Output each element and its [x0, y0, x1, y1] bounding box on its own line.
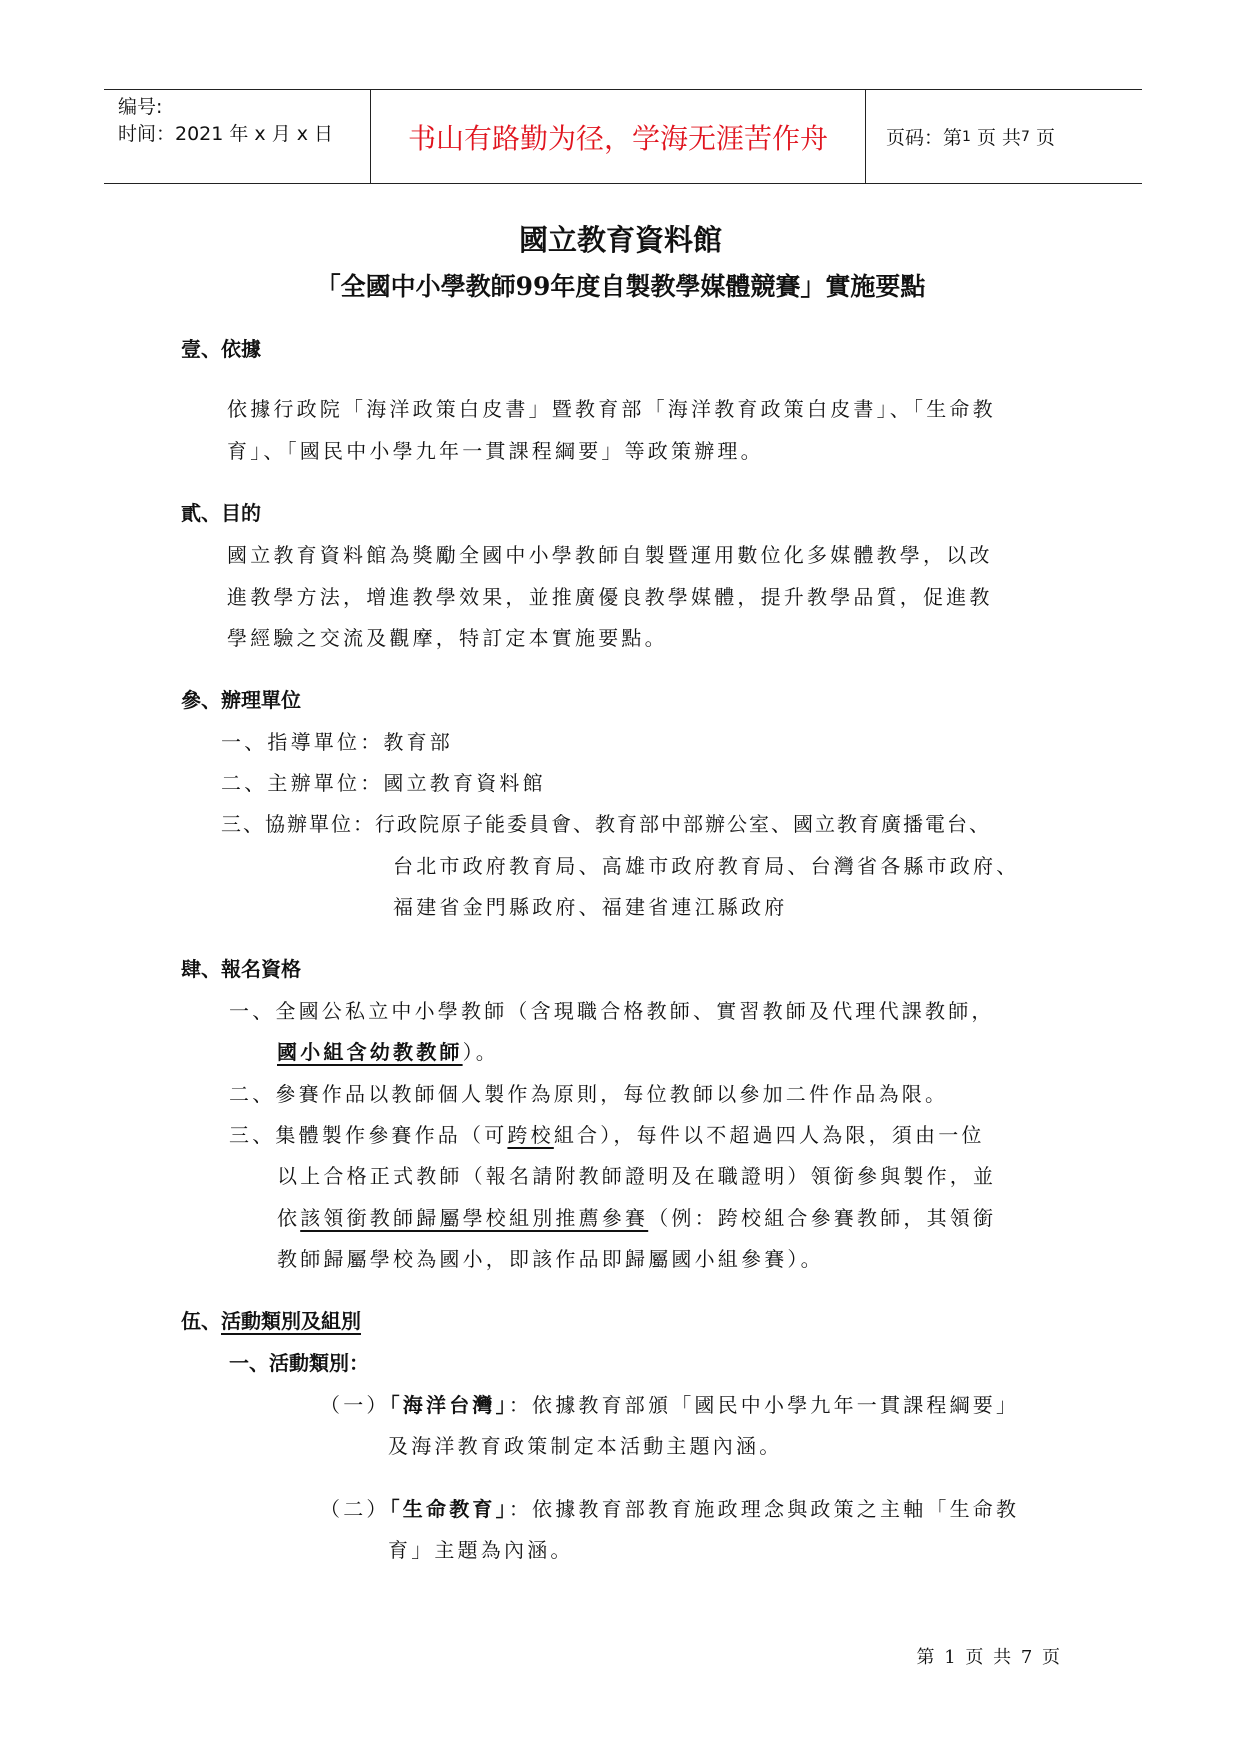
section-2-heading: 貳、目的	[181, 501, 261, 525]
cross-school-text: 跨校	[507, 1123, 554, 1147]
section-1-heading: 壹、依據	[181, 337, 261, 361]
time-label: 时间：2021 年 x 月 x 日	[118, 123, 334, 145]
footer-total: 7	[1020, 1647, 1035, 1668]
section-4-line-7: 教師歸屬學校為國小，即該作品即歸屬國小組參賽）。	[277, 1247, 824, 1271]
category-2-number: （二）	[320, 1497, 390, 1521]
page-mid: 页 共	[976, 127, 1022, 149]
footer-a: 第	[916, 1647, 945, 1668]
footer-page-number	[916, 1643, 1062, 1669]
section-2-line-3: 學經驗之交流及觀摩，特訂定本實施要點。	[227, 626, 668, 650]
category-1-number: （一）	[320, 1393, 390, 1417]
line-2-rest: ）。	[462, 1040, 500, 1064]
document-title: 國立教育資料館	[518, 223, 722, 257]
category-2-line-2: 育」主題為內涵。	[388, 1538, 574, 1562]
section-3-line-4: 台北市政府教育局、高雄市政府教育局、台灣省各縣市政府、	[393, 854, 1020, 878]
section-3-line-5: 福建省金門縣政府、福建省連江縣政府	[393, 895, 788, 919]
section-4-line-4	[229, 1119, 985, 1148]
category-1-title: 「海洋台灣」	[389, 1393, 509, 1417]
kindergarten-note: 國小組含幼教教師	[277, 1040, 463, 1064]
footer-b: 页 共	[957, 1647, 1021, 1668]
section-4-line-1: 一、全國公私立中小學教師（含現職合格教師、實習教師及代理代課教師，	[229, 999, 995, 1023]
lead-teacher-rule: 該領銜教師歸屬學校組別推薦參賽	[300, 1206, 649, 1230]
section-3-line-1: 一、指導單位：教育部	[221, 730, 453, 754]
section-3-line-2: 二、主辦單位：國立教育資料館	[221, 771, 546, 795]
category-2	[320, 1493, 1019, 1522]
header-page-indicator	[876, 90, 1152, 183]
section-2-line-2: 進教學方法，增進教學效果，並推廣優良教學媒體，提升教學品質，促進教	[227, 585, 993, 609]
section-4-line-3: 二、參賽作品以教師個人製作為原則，每位教師以參加二件作品為限。	[229, 1082, 949, 1106]
section-5-sub-heading: 一、活動類別：	[229, 1351, 369, 1375]
category-1	[320, 1389, 1019, 1418]
page-header	[104, 89, 1142, 184]
page-suffix: 页	[1036, 127, 1056, 149]
category-1-text: ：依據教育部頒「國民中小學九年一貫課程綱要」	[508, 1393, 1020, 1417]
section-4-heading: 肆、報名資格	[181, 957, 301, 981]
footer-page: 1	[944, 1647, 958, 1668]
footer-c: 页	[1034, 1647, 1062, 1668]
section-5-heading	[181, 1305, 361, 1334]
section-4-line-5: 以上合格正式教師（報名請附教師證明及在職證明）領銜參與製作，並	[277, 1164, 997, 1188]
page-prefix: 页码：第	[886, 127, 963, 149]
page-number: 1	[962, 128, 971, 145]
category-2-title: 「生命教育」	[389, 1497, 509, 1521]
category-1-line-2: 及海洋教育政策制定本活動主題內涵。	[388, 1434, 783, 1458]
line-4-a: 三、集體製作參賽作品（可	[229, 1123, 508, 1147]
document-subtitle: 「全國中小學教師99年度自製教學媒體競賽」實施要點	[315, 272, 926, 301]
section-4-line-6	[277, 1202, 996, 1231]
section-1-line-1: 依據行政院「海洋政策白皮書」暨教育部「海洋教育政策白皮書」、「生命教	[227, 397, 996, 421]
line-6-a: 依	[277, 1206, 301, 1230]
section-3-line-3: 三、協辦單位：行政院原子能委員會、教育部中部辦公室、國立教育廣播電台、	[221, 812, 991, 836]
header-info	[118, 90, 368, 187]
line-6-b: （例：跨校組合參賽教師，其領銜	[648, 1206, 997, 1230]
section-5-prefix: 伍、	[181, 1309, 221, 1333]
line-4-b: 組合），每件以不超過四人為限，須由一位	[553, 1123, 985, 1147]
number-label: 编号:	[118, 96, 163, 118]
section-3-heading: 參、辦理單位	[181, 688, 301, 712]
section-4-line-2	[277, 1036, 499, 1065]
section-2-line-1: 國立教育資料館為獎勵全國中小學教師自製暨運用數位化多媒體教學，以改	[227, 543, 993, 567]
section-5-title: 活動類別及組別	[221, 1309, 361, 1333]
section-1-line-2: 育」、「國民中小學九年一貫課程綱要」等政策辦理。	[227, 439, 764, 463]
page-total: 7	[1021, 128, 1030, 145]
header-motto: 书山有路勤为径，学海无涯苦作舟	[370, 90, 866, 183]
category-2-text: ：依據教育部教育施政理念與政策之主軸「生命教	[508, 1497, 1020, 1521]
